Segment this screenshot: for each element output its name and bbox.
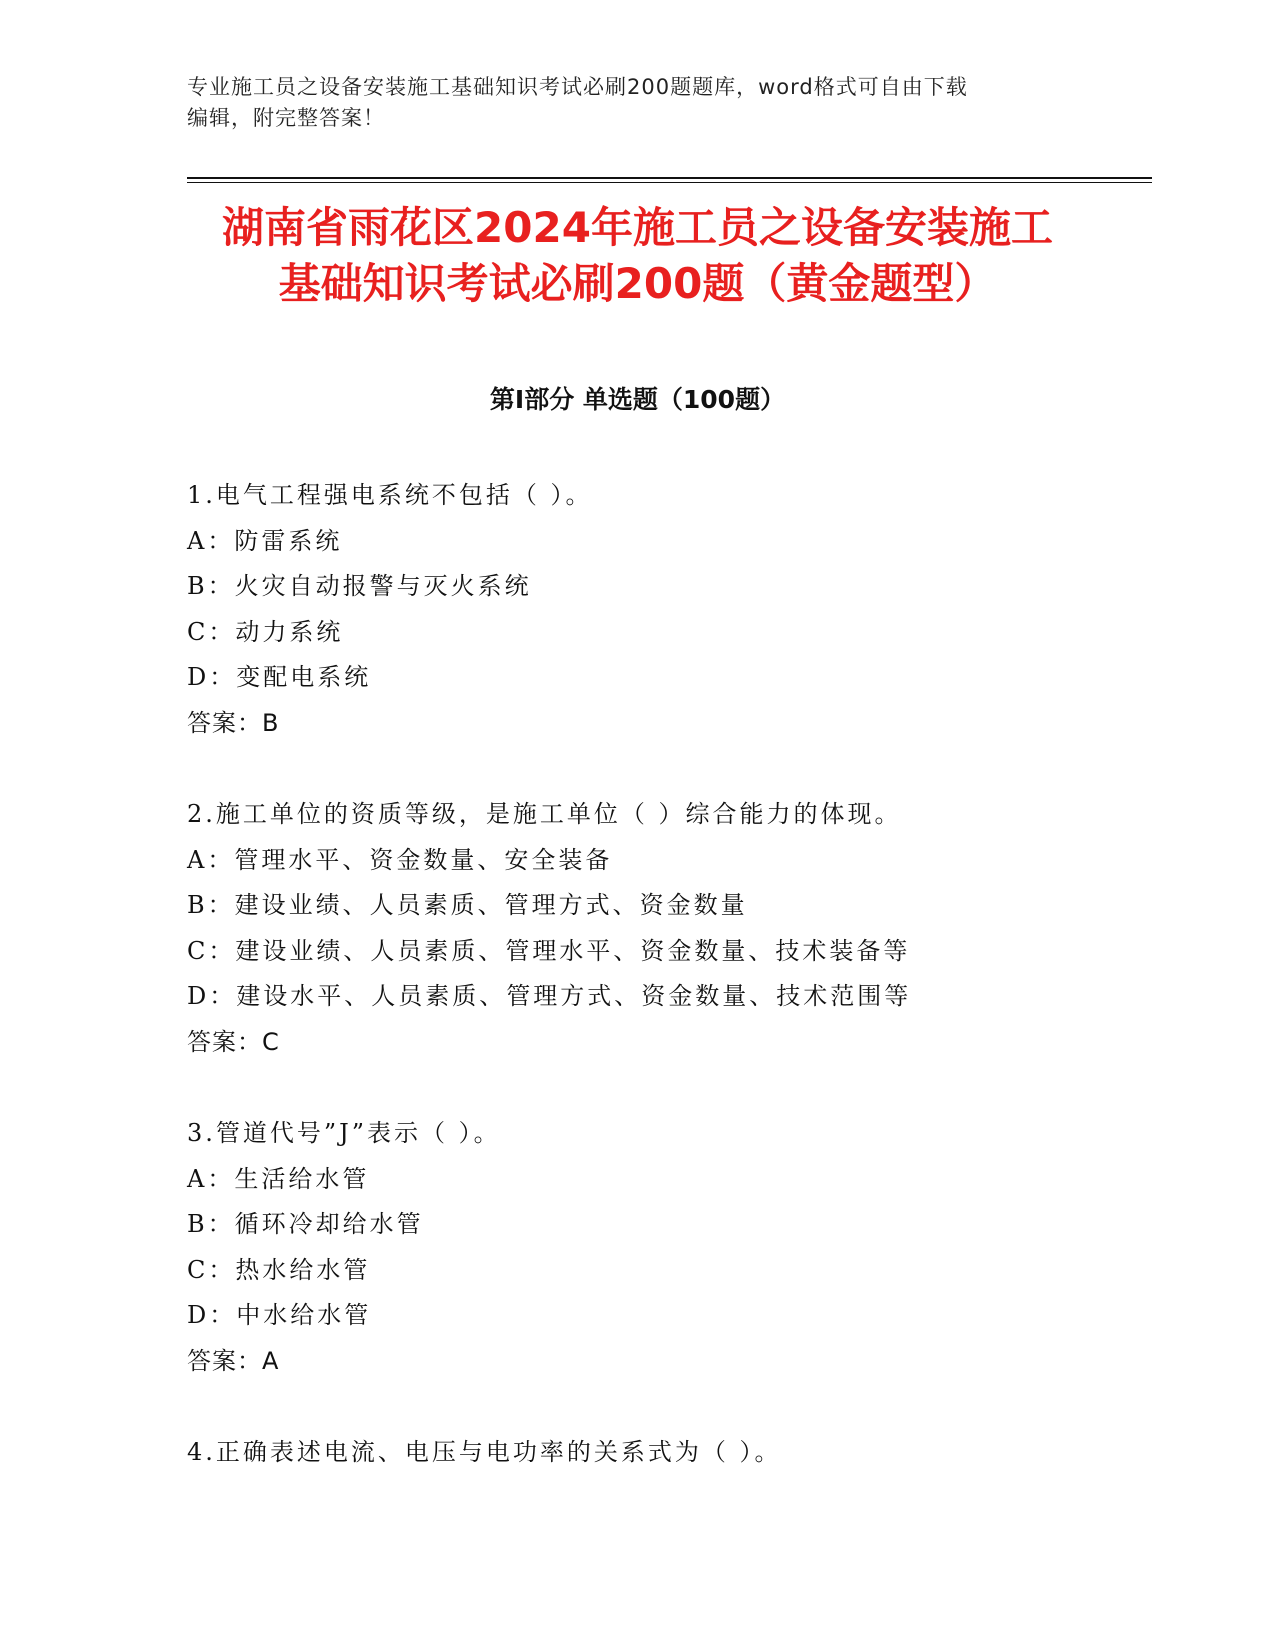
question-option-a: A：管理水平、资金数量、安全装备 xyxy=(187,845,613,874)
question-option-c: C：动力系统 xyxy=(187,617,344,646)
question-item xyxy=(187,1430,1147,1476)
question-stem: 1.电气工程强电系统不包括（ ）。 xyxy=(187,481,593,509)
question-stem: 2.施工单位的资质等级，是施工单位（ ）综合能力的体现。 xyxy=(187,800,902,828)
question-option-c: C：建设业绩、人员素质、管理水平、资金数量、技术装备等 xyxy=(187,936,911,965)
question-item xyxy=(187,473,1147,746)
question-spacer xyxy=(187,1384,1147,1430)
question-item xyxy=(187,792,1147,1065)
question-item xyxy=(187,1111,1147,1384)
header-note-line2: 编辑，附完整答案！ xyxy=(187,106,385,130)
question-option-d: D：建设水平、人员素质、管理方式、资金数量、技术范围等 xyxy=(187,982,912,1010)
question-option-a: A：生活给水管 xyxy=(187,1164,370,1193)
question-option-a: A：防雷系统 xyxy=(187,526,343,555)
question-option-c: C：热水给水管 xyxy=(187,1255,371,1284)
question-option-d: D：变配电系统 xyxy=(187,663,372,691)
document-title xyxy=(150,200,1125,312)
question-option-d: D：中水给水管 xyxy=(187,1301,372,1329)
question-option-b: B：火灾自动报警与灭火系统 xyxy=(187,572,532,600)
question-stem: 4.正确表述电流、电压与电功率的关系式为（ ）。 xyxy=(187,1438,782,1466)
question-option-b: B：建设业绩、人员素质、管理方式、资金数量 xyxy=(187,891,748,919)
header-note-line1: 专业施工员之设备安装施工基础知识考试必刷200题题库，word格式可自由下载 xyxy=(187,75,968,99)
header-rule-thin xyxy=(187,182,1152,183)
question-stem: 3.管道代号”J”表示（ ）。 xyxy=(187,1119,501,1147)
question-spacer xyxy=(187,746,1147,792)
section-title: 第Ⅰ部分 单选题（100题） xyxy=(489,385,786,414)
header-note xyxy=(187,72,1087,134)
document-title-line1: 湖南省雨花区2024年施工员之设备安装施工 xyxy=(222,203,1053,252)
question-spacer xyxy=(187,1065,1147,1111)
question-option-b: B：循环冷却给水管 xyxy=(187,1210,424,1238)
header-rule-thick xyxy=(187,177,1152,179)
question-list xyxy=(187,473,1147,1476)
question-answer: 答案：A xyxy=(187,1346,280,1375)
question-answer: 答案：B xyxy=(187,708,280,737)
document-title-line2: 基础知识考试必刷200题（黄金题型） xyxy=(278,259,997,308)
question-answer: 答案：C xyxy=(187,1027,280,1056)
